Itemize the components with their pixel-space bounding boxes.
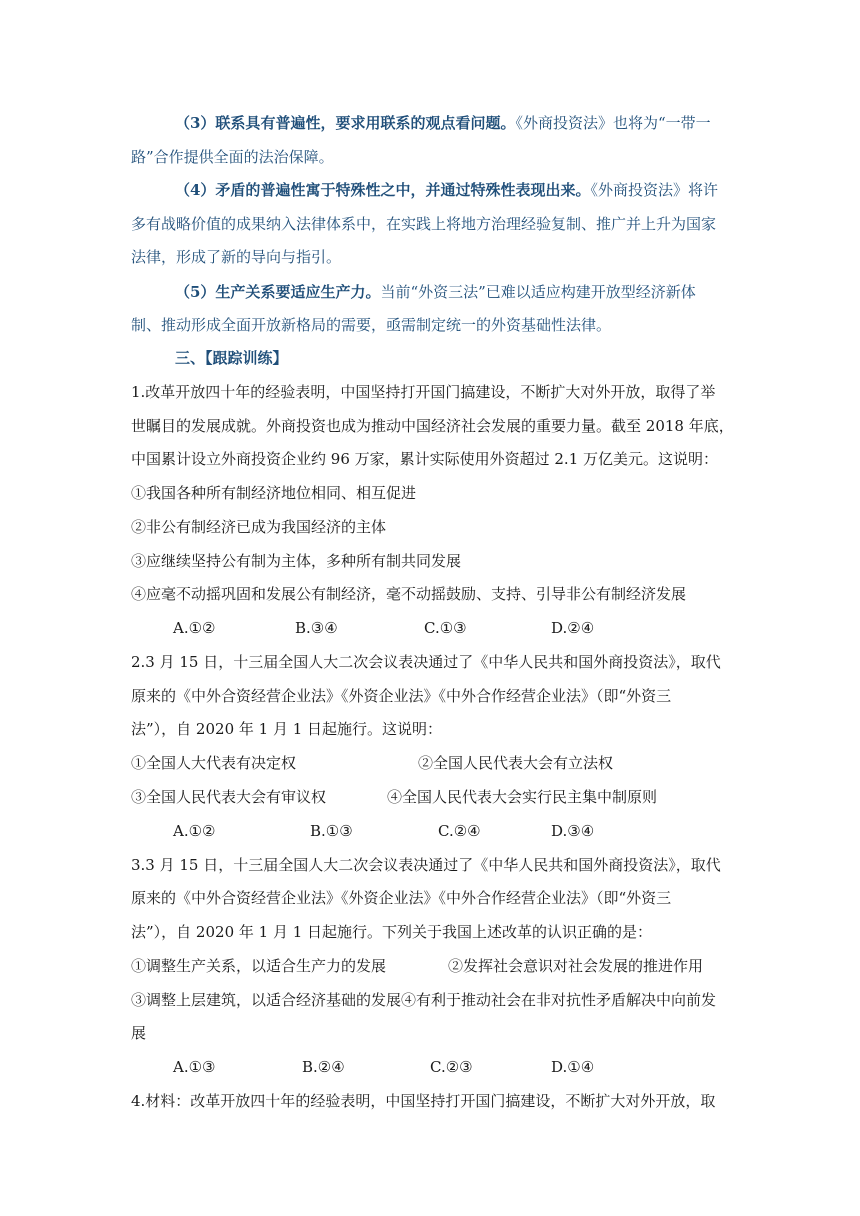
q1-stem-line-1: 1.改革开放四十年的经验表明，中国坚持打开国门搞建设，不断扩大对外开放，取得了举 <box>131 383 716 401</box>
q2-statement-2: ②全国人民代表大会有立法权 <box>418 754 614 772</box>
paragraph-5-line-1 <box>175 282 696 302</box>
q1-statement-2: ②非公有制经济已成为我国经济的主体 <box>131 518 387 536</box>
paragraph-5-line-2: 制、推动形成全面开放新格局的需要，亟需制定统一的外资基础性法律。 <box>131 316 612 334</box>
q3-choice-b: B.②④ <box>302 1058 345 1076</box>
paragraph-3-heading: （3）联系具有普遍性，要求用联系的观点看问题。 <box>175 114 516 132</box>
q1-choice-b: B.③④ <box>295 619 338 637</box>
q1-statement-1: ①我国各种所有制经济地位相同、相互促进 <box>131 484 417 502</box>
q2-statement-3: ③全国人民代表大会有审议权 <box>131 788 327 806</box>
paragraph-4-line-3: 法律，形成了新的导向与指引。 <box>131 248 342 266</box>
q1-statement-4: ④应毫不动摇巩固和发展公有制经济，毫不动摇鼓励、支持、引导非公有制经济发展 <box>131 585 687 603</box>
paragraph-4-line-2: 多有战略价值的成果纳入法律体系中，在实践上将地方治理经验复制、推广并上升为国家 <box>131 215 717 233</box>
q3-stem-line-3: 法”），自 2020 年 1 月 1 日起施行。下列关于我国上述改革的认识正确的是： <box>131 923 653 941</box>
q3-choice-d: D.①④ <box>551 1058 595 1076</box>
q2-statement-1: ①全国人大代表有决定权 <box>131 754 297 772</box>
paragraph-4-line-1 <box>175 180 718 200</box>
q2-stem-line-1: 2.3 月 15 日，十三届全国人大二次会议表决通过了《中华人民共和国外商投资法》，取代 <box>131 653 721 671</box>
paragraph-3-line-2: 路”合作提供全面的法治保障。 <box>131 148 334 166</box>
q3-statement-2: ②发挥社会意识对社会发展的推进作用 <box>448 957 704 975</box>
q2-choice-c: C.②④ <box>438 822 481 840</box>
q3-statement-3-4-cont: 展 <box>131 1024 147 1042</box>
q1-choice-c: C.①③ <box>424 619 467 637</box>
paragraph-4-heading: （4）矛盾的普遍性寓于特殊性之中，并通过特殊性表现出来。 <box>175 181 591 199</box>
q2-choice-a: A.①② <box>173 822 216 840</box>
paragraph-5-heading: （5）生产关系要适应生产力。 <box>175 283 381 301</box>
q3-statement-3-4: ③调整上层建筑，以适合经济基础的发展④有利于推动社会在非对抗性矛盾解决中向前发 <box>131 991 717 1009</box>
paragraph-4-text: 《外商投资法》将许 <box>590 181 718 199</box>
q3-statement-1: ①调整生产关系，以适合生产力的发展 <box>131 957 387 975</box>
q3-stem-line-2: 原来的《中外合资经营企业法》《外资企业法》《中外合作经营企业法》（即“外资三 <box>131 889 672 907</box>
section-heading: 三、【跟踪训练】 <box>175 349 288 367</box>
q2-statement-4: ④全国人民代表大会实行民主集中制原则 <box>387 788 658 806</box>
q2-choice-b: B.①③ <box>310 822 353 840</box>
paragraph-3-text: 《外商投资法》也将为“一带一 <box>515 114 711 132</box>
q3-stem-line-1: 3.3 月 15 日，十三届全国人大二次会议表决通过了《中华人民共和国外商投资法》，取代 <box>131 856 721 874</box>
paragraph-5-text: 当前“外资三法”已难以适应构建开放型经济新体 <box>380 283 696 301</box>
q1-stem-line-2: 世瞩目的发展成就。外商投资也成为推动中国经济社会发展的重要力量。截至 2018 年底， <box>131 417 734 435</box>
q2-stem-line-3: 法”），自 2020 年 1 月 1 日起施行。这说明： <box>131 720 443 738</box>
q1-choice-d: D.②④ <box>551 619 595 637</box>
q1-statement-3: ③应继续坚持公有制为主体，多种所有制共同发展 <box>131 552 462 570</box>
q1-choice-a: A.①② <box>173 619 216 637</box>
q2-choice-d: D.③④ <box>551 822 595 840</box>
paragraph-3-line-1 <box>175 113 711 133</box>
q4-stem-line-1: 4.材料：改革开放四十年的经验表明，中国坚持打开国门搞建设，不断扩大对外开放，取 <box>131 1092 716 1110</box>
q1-stem-line-3: 中国累计设立外商投资企业约 96 万家，累计实际使用外资超过 2.1 万亿美元。这说明： <box>131 450 719 468</box>
q3-choice-c: C.②③ <box>430 1058 473 1076</box>
q3-choice-a: A.①③ <box>173 1058 216 1076</box>
q2-stem-line-2: 原来的《中外合资经营企业法》《外资企业法》《中外合作经营企业法》（即“外资三 <box>131 687 672 705</box>
